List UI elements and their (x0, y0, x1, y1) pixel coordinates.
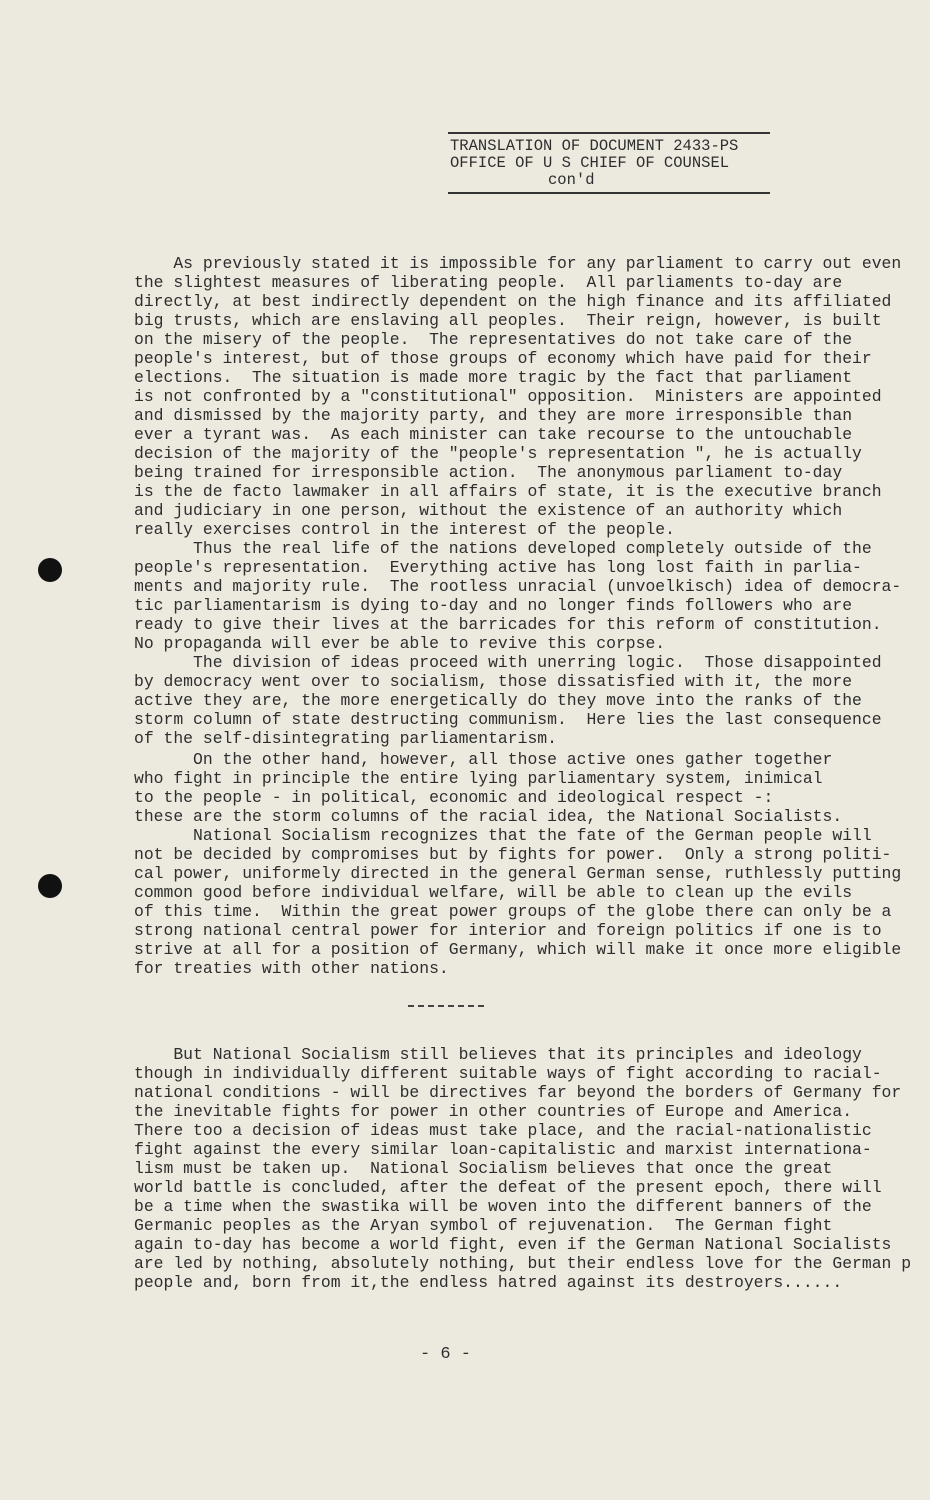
punch-hole (38, 874, 62, 898)
text-line: directly, at best indirectly dependent on the high finance and its affiliated (134, 292, 892, 311)
text-line: decision of the majority of the "people's representation ", he is actually (134, 444, 862, 463)
text-line: be a time when the swastika will be woven into the different banners of the (134, 1197, 872, 1216)
text-line: active they are, the more energetically do they move into the ranks of the (134, 691, 862, 710)
paragraph-2 (134, 539, 902, 653)
text-line: for treaties with other nations. (134, 959, 449, 978)
text-line: cal power, uniformely directed in the general German sense, ruthlessly putting (134, 864, 902, 883)
text-line: ments and majority rule. The rootless unracial (unvoelkisch) idea of democra- (134, 577, 902, 596)
paragraph-4 (134, 750, 864, 826)
text-line: people's interest, but of those groups of economy which have paid for their (134, 349, 872, 368)
header-title: TRANSLATION OF DOCUMENT 2433-PS (450, 137, 739, 155)
text-line: people's representation. Everything active has long lost faith in parlia- (134, 558, 862, 577)
text-line: not be decided by compromises but by fights for power. Only a strong politi- (134, 845, 892, 864)
text-line: being trained for irresponsible action. The anonymous parliament to-day (134, 463, 843, 482)
text-line: common good before individual welfare, will be able to clean up the evils (134, 883, 853, 902)
document-body (134, 254, 912, 1292)
text-line: ever a tyrant was. As each minister can take recourse to the untouchable (134, 425, 853, 444)
text-line: to the people - in political, economic and ideological respect -: (134, 788, 774, 807)
text-line: national conditions - will be directives far beyond the borders of Germany for (134, 1083, 902, 1102)
text-line: though in individually different suitable ways of fight according to racial- (134, 1064, 882, 1083)
text-line: strive at all for a position of Germany, which will make it once more eligible (134, 940, 902, 959)
text-line: by democracy went over to socialism, those dissatisfied with it, the more (134, 672, 853, 691)
text-line: Germanic peoples as the Aryan symbol of rejuvenation. The German fight (134, 1216, 833, 1235)
text-line: the inevitable fights for power in other countries of Europe and America. (134, 1102, 853, 1121)
text-line: The division of ideas proceed with unerring logic. Those disappointed (134, 653, 882, 672)
text-line: is not confronted by a "constitutional" opposition. Ministers are appointed (134, 387, 882, 406)
paragraph-5 (134, 826, 902, 978)
text-line: But National Socialism still believes that its principles and ideology (134, 1045, 862, 1064)
text-line: is the de facto lawmaker in all affairs of state, it is the executive branch (134, 482, 882, 501)
header-continued: con'd (548, 171, 595, 189)
text-line: these are the storm columns of the racial idea, the National Socialists. (134, 807, 843, 826)
text-line: the slightest measures of liberating people. All parliaments to-day are (134, 273, 843, 292)
text-line: ready to give their lives at the barricades for this reform of constitution. (134, 615, 882, 634)
text-line: and judiciary in one person, without the existence of an authority which (134, 501, 843, 520)
text-line: world battle is concluded, after the defeat of the present epoch, there will (134, 1178, 882, 1197)
text-line: fight against the every similar loan-capitalistic and marxist internationa- (134, 1140, 872, 1159)
text-line: storm column of state destructing communism. Here lies the last consequence (134, 710, 882, 729)
header-office: OFFICE OF U S CHIEF OF COUNSEL (450, 154, 730, 172)
text-line: As previously stated it is impossible for any parliament to carry out even (134, 254, 902, 273)
punch-hole (38, 558, 62, 582)
text-line: tic parliamentarism is dying to-day and no longer finds followers who are (134, 596, 853, 615)
text-line: again to-day has become a world fight, even if the German National Socialists (134, 1235, 892, 1254)
text-line: National Socialism recognizes that the fate of the German people will (134, 826, 872, 845)
text-line: of this time. Within the great power groups of the globe there can only be a (134, 902, 892, 921)
separator-line (408, 1005, 484, 1007)
text-line: of the self-disintegrating parliamentarism. (134, 729, 557, 748)
paragraph-6 (134, 1045, 912, 1292)
text-line: people and, born from it,the endless hatred against its destroyers...... (134, 1273, 843, 1292)
text-line: On the other hand, however, all those active ones gather together (134, 750, 833, 769)
text-line: who fight in principle the entire lying parliamentary system, inimical (134, 769, 823, 788)
text-line: on the misery of the people. The representatives do not take care of the (134, 330, 853, 349)
text-line: really exercises control in the interest of the people. (134, 520, 675, 539)
paragraph-1 (134, 254, 902, 539)
text-line: big trusts, which are enslaving all peoples. Their reign, however, is built (134, 311, 882, 330)
page-number: - 6 - (420, 1345, 472, 1364)
paragraph-3 (134, 653, 882, 748)
text-line: lism must be taken up. National Socialism believes that once the great (134, 1159, 833, 1178)
document-header (448, 132, 770, 194)
text-line: elections. The situation is made more tragic by the fact that parliament (134, 368, 853, 387)
text-line: and dismissed by the majority party, and they are more irresponsible than (134, 406, 853, 425)
text-line: No propaganda will ever be able to revive this corpse. (134, 634, 666, 653)
text-line: Thus the real life of the nations developed completely outside of the (134, 539, 872, 558)
text-line: strong national central power for interior and foreign politics if one is to (134, 921, 882, 940)
text-line: There too a decision of ideas must take place, and the racial-nationalistic (134, 1121, 872, 1140)
text-line: are led by nothing, absolutely nothing, but their endless love for the German p (134, 1254, 912, 1273)
